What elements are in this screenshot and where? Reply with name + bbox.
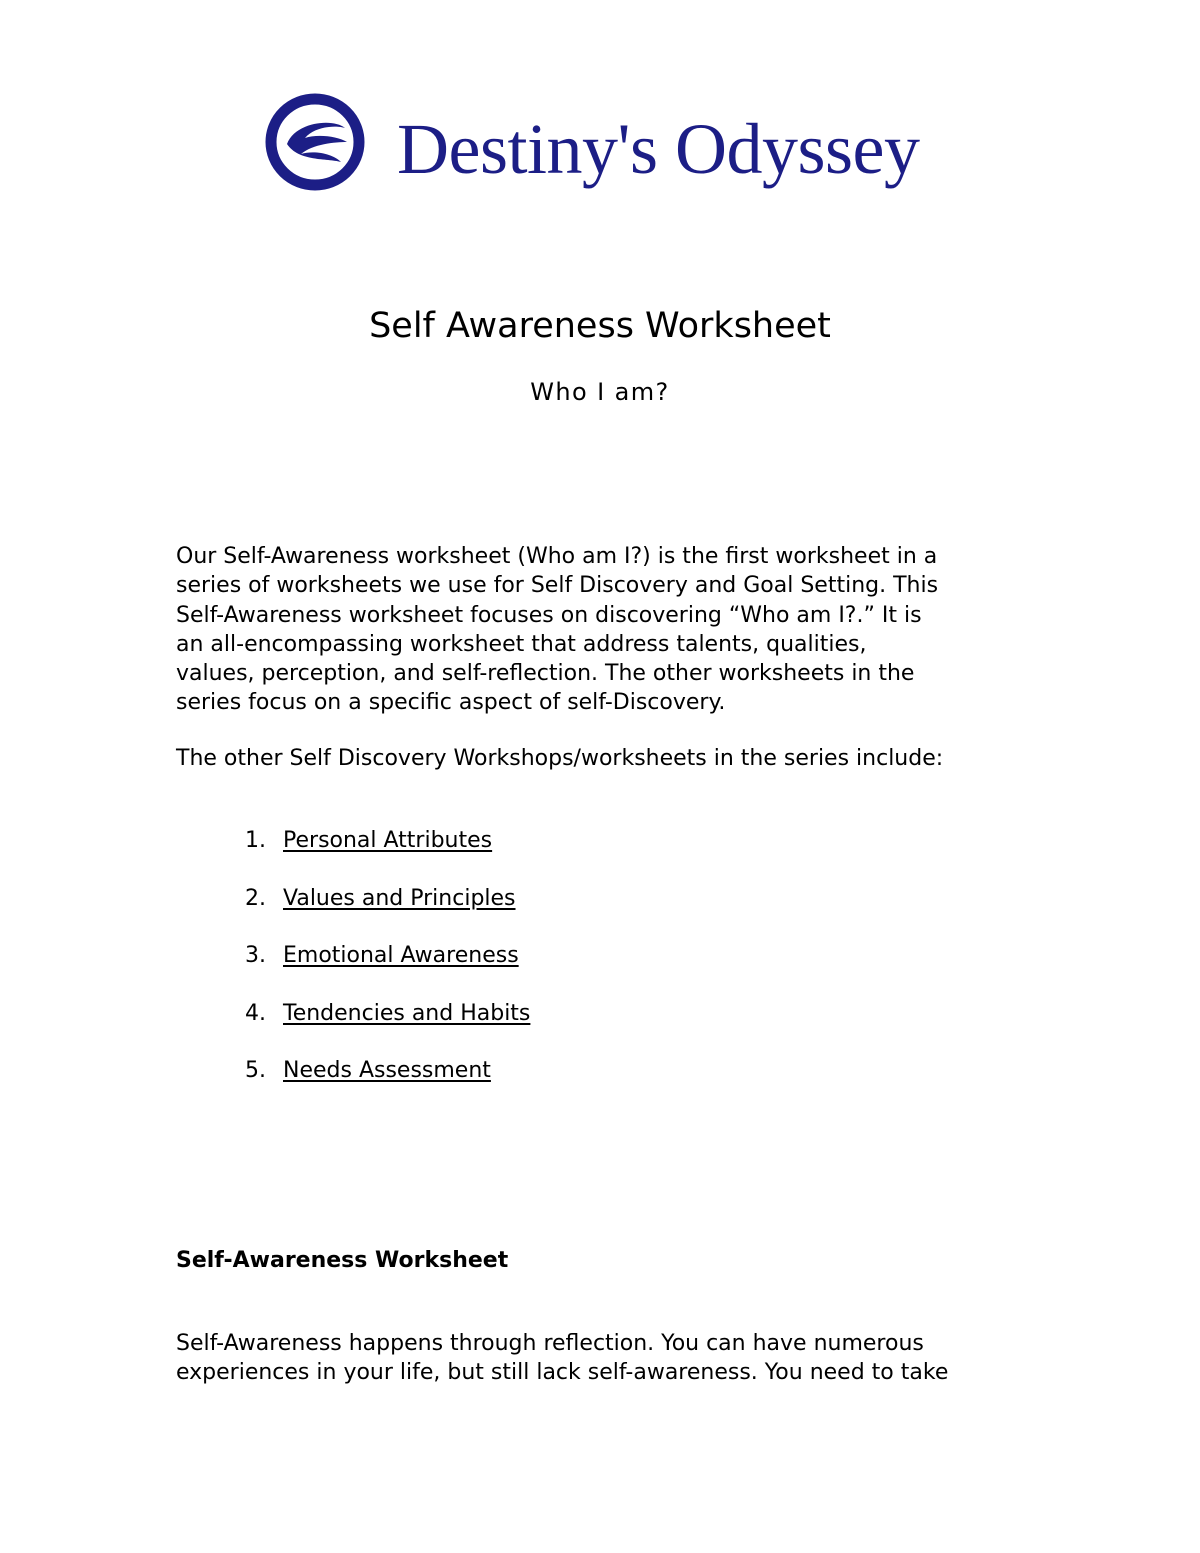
emotional-awareness-link[interactable]: Emotional Awareness (283, 943, 519, 968)
destinys-odyssey-logo-icon (265, 92, 365, 192)
intro-paragraph (176, 542, 938, 718)
intro-line: Self-Awareness worksheet focuses on discovering “Who am I?.” It is (176, 602, 922, 628)
list-item-number: 5. (245, 1058, 266, 1083)
intro-line: an all-encompassing worksheet that address talents, qualities, (176, 631, 867, 657)
document-subtitle: Who I am? (530, 378, 670, 406)
section-line: experiences in your life, but still lack self-awareness. You need to take (176, 1360, 949, 1386)
section-paragraph (176, 1329, 948, 1388)
needs-assessment-link[interactable]: Needs Assessment (283, 1058, 491, 1083)
list-item-number: 1. (245, 828, 266, 853)
list-item (245, 941, 530, 999)
list-item (245, 884, 530, 942)
document-title: Self Awareness Worksheet (369, 306, 831, 346)
logo-wordmark: Destiny's Odyssey (397, 109, 920, 189)
list-item (245, 826, 530, 884)
brand-logo (265, 92, 920, 214)
list-item-number: 4. (245, 1000, 266, 1026)
list-item-number: 2. (245, 885, 266, 911)
personal-attributes-link[interactable]: Personal Attributes (283, 828, 493, 853)
list-item (245, 999, 530, 1057)
intro-line: values, perception, and self-reflection. The other worksheets in the (176, 661, 915, 687)
tendencies-and-habits-link[interactable]: Tendencies and Habits (283, 1000, 531, 1026)
series-intro-text: The other Self Discovery Workshops/worksheets in the series include: (176, 746, 944, 771)
list-item-number: 3. (245, 943, 266, 968)
intro-line: series focus on a specific aspect of self-Discovery. (176, 690, 726, 716)
section-heading: Self-Awareness Worksheet (176, 1248, 509, 1273)
intro-line: series of worksheets we use for Self Discovery and Goal Setting. This (176, 573, 939, 599)
section-line: Self-Awareness happens through reflection. You can have numerous (176, 1331, 924, 1356)
values-and-principles-link[interactable]: Values and Principles (283, 885, 516, 911)
intro-line: Our Self-Awareness worksheet (Who am I?) is the first worksheet in a (176, 544, 938, 569)
series-list (245, 826, 530, 1114)
list-item (245, 1056, 530, 1114)
